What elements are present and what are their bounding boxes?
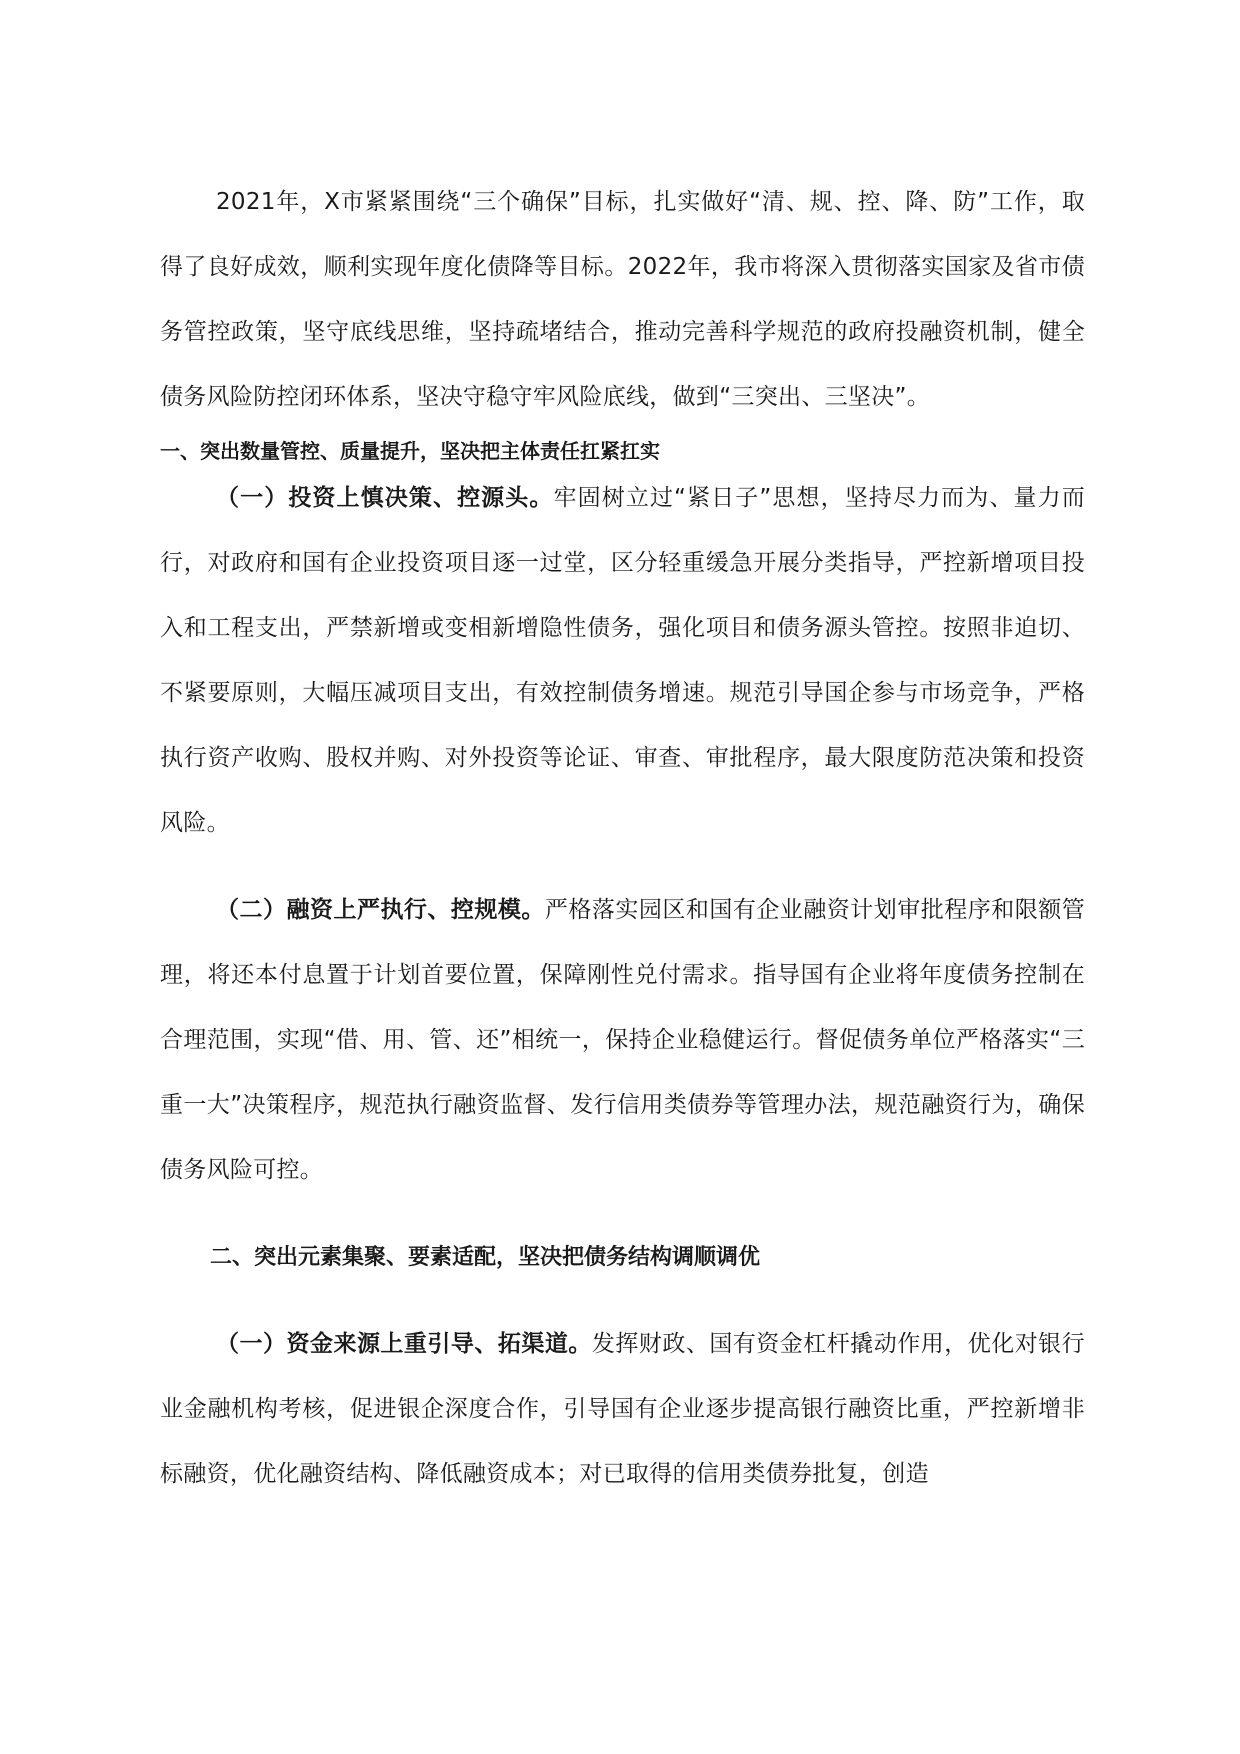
paragraph-gap: [160, 856, 1085, 878]
section-1-item-2-lead: （二）融资上严执行、控规模。: [216, 897, 545, 923]
section-2-item-1-lead: （一）资金来源上重引导、拓渠道。: [216, 1331, 592, 1357]
document-page: [160, 170, 1085, 1507]
section-1-item-1: [160, 466, 1085, 856]
section-1-item-2: [160, 878, 1085, 1203]
section-1-item-2-body: 严格落实园区和国有企业融资计划审批程序和限额管理，将还本付息置于计划首要位置，保障刚性兑付需求。指导国有企业将年度债务控制在合理范围，实现“借、用、管、还”相统一，保持企业稳健运行。督促债务单位严格落实“三重一大”决策程序，规范执行融资监督、发行信用类债券等管理办法，规范融资行为，确保债务风险可控。: [160, 897, 1086, 1183]
paragraph-gap: [160, 1203, 1085, 1225]
section-2-item-1-body: 发挥财政、国有资金杠杆撬动作用，优化对银行业金融机构考核，促进银企深度合作，引导国有企业逐步提高银行融资比重，严控新增非标融资，优化融资结构、降低融资成本；对已取得的信用类债券批复，创造: [160, 1331, 1085, 1487]
section-1-item-1-lead: （一）投资上慎决策、控源头。: [216, 485, 554, 511]
section-2-item-1: [160, 1312, 1085, 1507]
intro-paragraph: 2021年，X市紧紧围绕“三个确保”目标，扎实做好“清、规、控、降、防”工作，取得了良好成效，顺利实现年度化债降等目标。2022年，我市将深入贯彻落实国家及省市债务管控政策，坚守底线思维，坚持疏堵结合，推动完善科学规范的政府投融资机制，健全债务风险防控闭环体系，坚决守稳守牢风险底线，做到“三突出、三坚决”。: [160, 189, 1085, 410]
section-1-item-1-body: 牢固树立过“紧日子”思想，坚持尽力而为、量力而行，对政府和国有企业投资项目逐一过堂，区分轻重缓急开展分类指导，严控新增项目投入和工程支出，严禁新增或变相新增隐性债务，强化项目和债务源头管控。按照非迫切、不紧要原则，大幅压减项目支出，有效控制债务增速。规范引导国企参与市场竞争，严格执行资产收购、股权并购、对外投资等论证、审查、审批程序，最大限度防范决策和投资风险。: [160, 485, 1086, 836]
paragraph-gap: [160, 1290, 1085, 1312]
section-1-heading: 一、突出数量管控、质量提升，坚决把主体责任扛紧扛实: [160, 439, 660, 463]
section-2-heading: 二、突出元素集聚、要素适配，坚决把债务结构调顺调优: [210, 1245, 761, 1270]
